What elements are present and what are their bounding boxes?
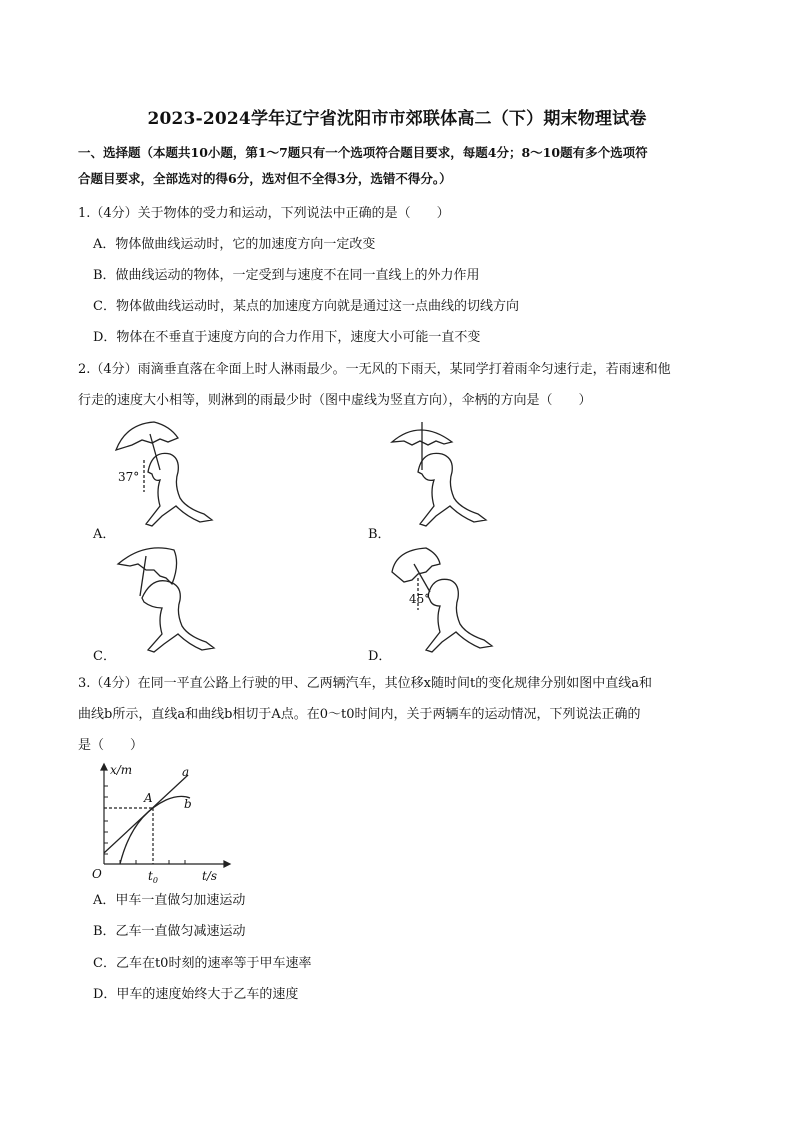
figure-a-angle-label: 37° bbox=[118, 470, 140, 484]
question-1-option-c: C．物体做曲线运动时，某点的加速度方向就是通过这一点曲线的切线方向 bbox=[93, 299, 519, 314]
figure-b-umbrella-walker bbox=[382, 416, 502, 530]
graph-x-label: t/s bbox=[202, 869, 218, 883]
question-3-option-a: A．甲车一直做匀加速运动 bbox=[93, 893, 246, 908]
section-heading-line-2: 合题目要求，全部选对的得6分，选对但不全得3分，选错不得分。） bbox=[78, 171, 452, 186]
graph-y-label: x/m bbox=[110, 763, 133, 777]
graph-label-b: b bbox=[184, 797, 192, 811]
question-1-stem: 1.（4分）关于物体的受力和运动，下列说法中正确的是（ ） bbox=[78, 206, 450, 221]
figure-a-umbrella-walker bbox=[108, 420, 228, 530]
section-heading-line-1: 一、选择题（本题共10小题，第1～7题只有一个选项符合题目要求，每题4分；8～10题有多个选项符 bbox=[78, 145, 648, 160]
question-2-stem-line-2: 行走的速度大小相等，则淋到的雨最少时（图中虚线为竖直方向），伞柄的方向是（ ） bbox=[78, 393, 592, 408]
graph-point-a-label: A bbox=[144, 791, 153, 805]
t-axis-arrow-icon bbox=[224, 861, 230, 867]
figure-c-umbrella-walker bbox=[112, 542, 232, 654]
x-axis-arrow-icon bbox=[101, 764, 107, 770]
graph-origin-label: O bbox=[92, 867, 102, 881]
question-3-option-c: C．乙车在t0时刻的速率等于甲车速率 bbox=[93, 956, 312, 971]
question-3-option-b: B．乙车一直做匀减速运动 bbox=[93, 924, 246, 939]
graph-t0-label: $t_0$ bbox=[148, 869, 158, 885]
question-3-stem-line-3: 是（ ） bbox=[78, 738, 144, 753]
section-heading bbox=[78, 140, 738, 192]
question-1-option-b: B．做曲线运动的物体，一定受到与速度不在同一直线上的外力作用 bbox=[93, 268, 480, 283]
graph-label-a: a bbox=[182, 765, 190, 779]
question-2-label-c: C． bbox=[93, 649, 116, 664]
question-3-option-d: D．甲车的速度始终大于乙车的速度 bbox=[93, 987, 299, 1002]
question-2-label-b: B． bbox=[368, 527, 391, 542]
displacement-time-graph bbox=[88, 760, 238, 888]
question-1-option-d: D．物体在不垂直于速度方向的合力作用下，速度大小可能一直不变 bbox=[93, 330, 481, 345]
question-3-stem-line-1: 3.（4分）在同一平直公路上行驶的甲、乙两辆汽车，其位移x随时间t的变化规律分别如图中直线a和 bbox=[78, 676, 652, 691]
figure-d-angle-label: 45° bbox=[409, 592, 431, 606]
figure-d-umbrella-walker bbox=[386, 544, 506, 654]
question-1-option-a: A．物体做曲线运动时，它的加速度方向一定改变 bbox=[93, 237, 376, 252]
question-2-stem-line-1: 2.（4分）雨滴垂直落在伞面上时人淋雨最少。一无风的下雨天，某同学打着雨伞匀速行走，若雨速和他 bbox=[78, 362, 671, 377]
page-title: 2023-2024学年辽宁省沈阳市市郊联体高二（下）期末物理试卷 bbox=[147, 109, 647, 129]
question-2-label-a: A． bbox=[93, 527, 116, 542]
question-3-stem-line-2: 曲线b所示，直线a和曲线b相切于A点。在0～t0时间内，关于两辆车的运动情况，下列说法正确的 bbox=[78, 707, 641, 722]
question-2-label-d: D． bbox=[368, 649, 392, 664]
curve-b bbox=[120, 796, 190, 864]
